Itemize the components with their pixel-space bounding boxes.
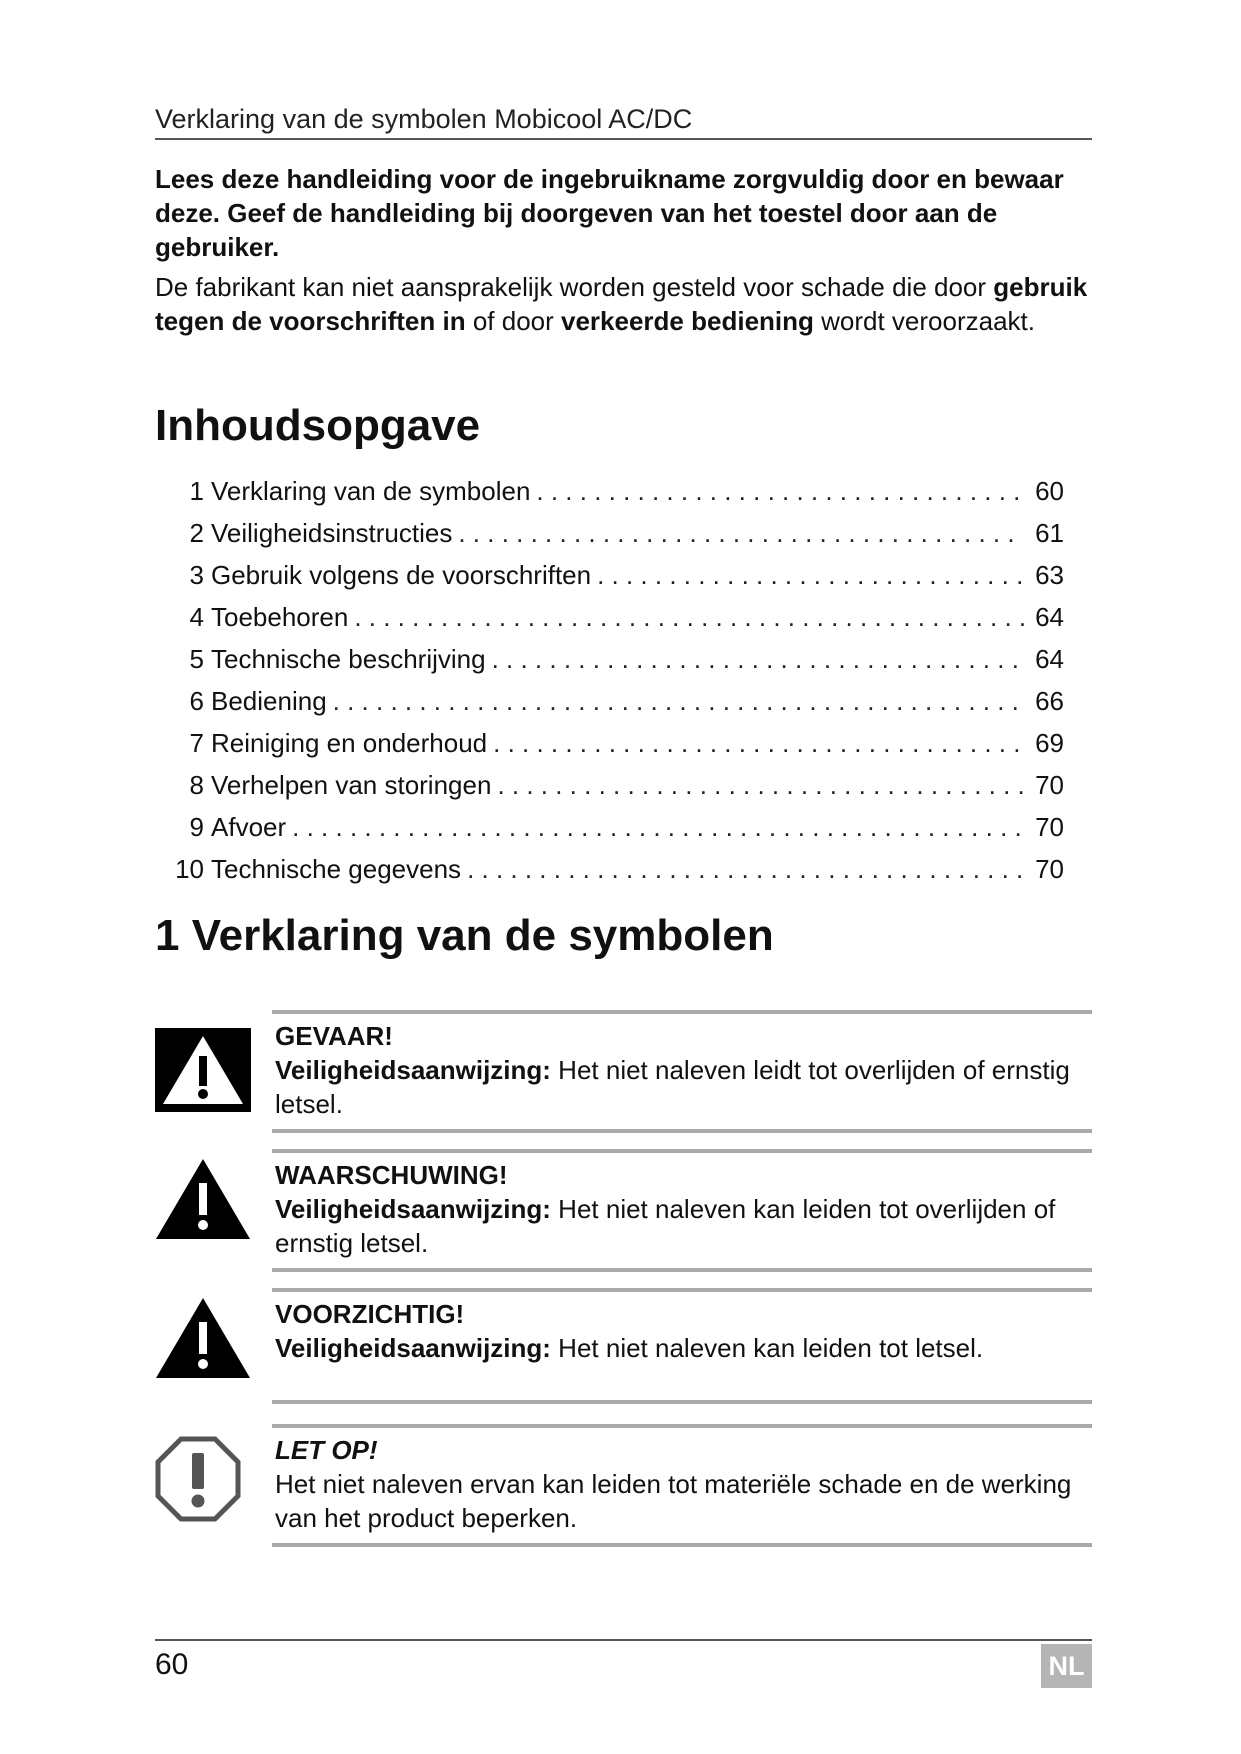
intro-liability-paragraph bbox=[155, 270, 1095, 338]
intro-text-part: De fabrikant kan niet aansprakelijk worden gesteld voor schade die door bbox=[155, 272, 994, 302]
toc-entry-number: 8 bbox=[189, 770, 204, 800]
toc-entry-label: Bediening bbox=[211, 686, 327, 716]
toc-entry-page: 69 bbox=[1035, 728, 1064, 758]
toc-dot-leader bbox=[458, 512, 1024, 554]
toc-dot-leader bbox=[333, 680, 1024, 722]
warning-description: Het niet naleven kan leiden tot overlijden of ernstig letsel. bbox=[275, 1194, 1056, 1258]
footer-rule bbox=[155, 1639, 1092, 1641]
intro-bold-paragraph: Lees deze handleiding voor de ingebruikname zorgvuldig door en bewaar deze. Geef de handleiding bij doorgeven van het toestel door aan de gebruiker. bbox=[155, 164, 1064, 262]
caution-notice-box bbox=[272, 1288, 1092, 1404]
toc-dot-leader bbox=[536, 470, 1024, 512]
toc-entry-page: 70 bbox=[1035, 812, 1064, 842]
page-number: 60 bbox=[155, 1648, 189, 1681]
toc-entry[interactable] bbox=[160, 596, 1064, 638]
toc-entry[interactable] bbox=[160, 680, 1064, 722]
language-badge: NL bbox=[1041, 1644, 1092, 1688]
intro-text-part: wordt veroorzaakt. bbox=[813, 306, 1035, 336]
exclamation-octagon-icon bbox=[155, 1436, 241, 1522]
safety-instruction-label: Veiligheidsaanwijzing: bbox=[275, 1055, 551, 1085]
toc-entry-page: 61 bbox=[1035, 518, 1064, 548]
toc-dot-leader bbox=[467, 848, 1024, 890]
toc-entry-label: Verhelpen van storingen bbox=[211, 770, 492, 800]
toc-entry-page: 64 bbox=[1035, 644, 1064, 674]
toc-entry-number: 6 bbox=[189, 686, 204, 716]
toc-dot-leader bbox=[354, 596, 1024, 638]
toc-entry[interactable] bbox=[160, 806, 1064, 848]
toc-entry-label: Technische beschrijving bbox=[211, 644, 486, 674]
toc-entry[interactable] bbox=[160, 764, 1064, 806]
warning-notice-box bbox=[272, 1149, 1092, 1272]
toc-dot-leader bbox=[493, 722, 1024, 764]
toc-entry-number: 5 bbox=[189, 644, 204, 674]
intro-text-part: of door bbox=[465, 306, 562, 336]
caution-text bbox=[275, 1331, 1092, 1365]
warning-triangle-icon bbox=[155, 1157, 251, 1247]
table-of-contents bbox=[160, 470, 1064, 890]
toc-entry-page: 63 bbox=[1035, 560, 1064, 590]
toc-entry-number: 10 bbox=[175, 854, 204, 884]
caution-heading: VOORZICHTIG! bbox=[275, 1299, 465, 1329]
toc-entry[interactable] bbox=[160, 638, 1064, 680]
attention-heading: LET OP! bbox=[275, 1435, 378, 1465]
toc-entry[interactable] bbox=[160, 512, 1064, 554]
toc-entry-number: 4 bbox=[189, 602, 204, 632]
toc-entry-label: Reiniging en onderhoud bbox=[211, 728, 488, 758]
intro-bold-phrase: verkeerde bediening bbox=[561, 306, 814, 336]
toc-entry-label: Veiligheidsinstructies bbox=[211, 518, 453, 548]
toc-entry-label: Verklaring van de symbolen bbox=[211, 476, 531, 506]
attention-notice-box bbox=[272, 1424, 1092, 1547]
toc-entry[interactable] bbox=[160, 848, 1064, 890]
warning-triangle-icon bbox=[155, 1296, 251, 1386]
toc-entry-number: 3 bbox=[189, 560, 204, 590]
toc-entry[interactable] bbox=[160, 722, 1064, 764]
toc-entry-number: 2 bbox=[189, 518, 204, 548]
danger-heading: GEVAAR! bbox=[275, 1021, 393, 1051]
warning-triangle-boxed-icon bbox=[155, 1028, 251, 1118]
toc-dot-leader bbox=[492, 638, 1024, 680]
attention-text: Het niet naleven ervan kan leiden tot materiële schade en de werking van het product beperken. bbox=[275, 1469, 1072, 1533]
toc-entry-page: 70 bbox=[1035, 770, 1064, 800]
warning-text bbox=[275, 1192, 1092, 1260]
intro-bold-phrase: gebruik tegen de voorschriften in bbox=[155, 272, 1088, 336]
danger-text bbox=[275, 1053, 1092, 1121]
toc-entry-label: Toebehoren bbox=[211, 602, 349, 632]
toc-dot-leader bbox=[597, 554, 1024, 596]
danger-notice-box bbox=[272, 1010, 1092, 1133]
toc-dot-leader bbox=[497, 764, 1024, 806]
toc-entry[interactable] bbox=[160, 554, 1064, 596]
safety-instruction-label: Veiligheidsaanwijzing: bbox=[275, 1333, 551, 1363]
safety-instruction-label: Veiligheidsaanwijzing: bbox=[275, 1194, 551, 1224]
toc-entry-number: 1 bbox=[189, 476, 204, 506]
toc-entry-label: Technische gegevens bbox=[211, 854, 462, 884]
toc-entry-page: 60 bbox=[1035, 476, 1064, 506]
toc-entry-label: Afvoer bbox=[211, 812, 287, 842]
toc-entry-number: 9 bbox=[189, 812, 204, 842]
toc-entry-page: 64 bbox=[1035, 602, 1064, 632]
toc-entry-page: 66 bbox=[1035, 686, 1064, 716]
toc-entry-label: Gebruik volgens de voorschriften bbox=[211, 560, 592, 590]
danger-description: Het niet naleven leidt tot overlijden of ernstig letsel. bbox=[275, 1055, 1070, 1119]
toc-dot-leader bbox=[292, 806, 1024, 848]
toc-entry-page: 70 bbox=[1035, 854, 1064, 884]
warning-heading: WAARSCHUWING! bbox=[275, 1160, 508, 1190]
toc-title: Inhoudsopgave bbox=[155, 401, 481, 450]
toc-entry-number: 7 bbox=[189, 728, 204, 758]
running-header: Verklaring van de symbolen Mobicool AC/DC bbox=[155, 102, 1092, 140]
caution-description: Het niet naleven kan leiden tot letsel. bbox=[550, 1333, 984, 1363]
toc-entry[interactable] bbox=[160, 470, 1064, 512]
section-title: 1 Verklaring van de symbolen bbox=[155, 911, 774, 960]
